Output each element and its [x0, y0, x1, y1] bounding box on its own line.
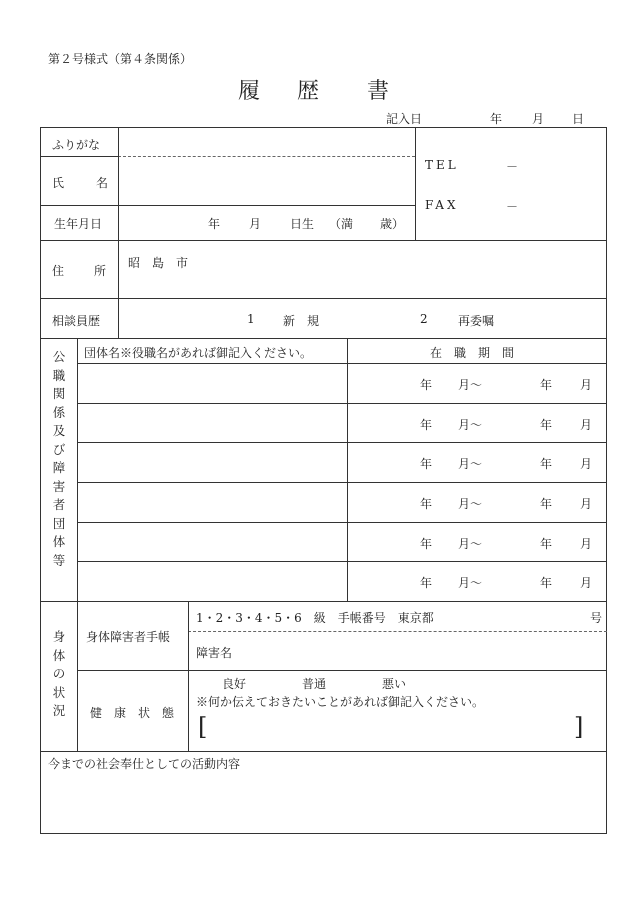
name-label-2: 名: [96, 176, 109, 190]
row6-from-year: 年: [420, 576, 433, 590]
row2-to-month: 月: [580, 418, 593, 432]
row6-to-year: 年: [540, 576, 553, 590]
row-divider: [77, 482, 607, 483]
counselor-option1-num[interactable]: 1: [247, 312, 255, 326]
name-field[interactable]: [118, 158, 414, 204]
furigana-divider: [118, 156, 415, 157]
row-divider: [40, 298, 607, 299]
col-divider: [77, 338, 78, 751]
tel-dash: －: [506, 160, 519, 174]
furigana-label: ふりがな: [52, 138, 101, 152]
row5-from-year: 年: [420, 537, 433, 551]
row-divider: [40, 240, 607, 241]
health-option-normal[interactable]: 普通: [302, 677, 327, 691]
row5-to-month: 月: [580, 537, 593, 551]
row1-from-year: 年: [420, 378, 433, 392]
bracket-close: ]: [574, 713, 584, 741]
health-option-good[interactable]: 良好: [222, 677, 247, 691]
row5-to-year: 年: [540, 537, 553, 551]
row3-from-year: 年: [420, 457, 433, 471]
address-label-1: 住: [52, 264, 65, 278]
row6-from-month: 月～: [458, 576, 483, 590]
col-divider: [347, 338, 348, 601]
table-border: [40, 127, 41, 834]
row3-from-month: 月～: [458, 457, 483, 471]
name-label-1: 氏: [52, 176, 65, 190]
row3-to-year: 年: [540, 457, 553, 471]
table-border: [40, 833, 607, 834]
dob-age-open: （満: [329, 217, 354, 231]
row-divider: [77, 363, 607, 364]
form-number: 第２号様式（第４条関係）: [48, 52, 193, 66]
row6-to-month: 月: [580, 576, 593, 590]
activities-field[interactable]: [41, 772, 606, 832]
row2-from-year: 年: [420, 418, 433, 432]
row-divider: [77, 522, 607, 523]
row-divider: [77, 442, 607, 443]
dob-age-close: 歳）: [380, 217, 405, 231]
health-note: ※何か伝えておきたいことがあれば御記入ください。: [196, 695, 485, 709]
disability-name-label: 障害名: [196, 646, 233, 660]
row-divider: [40, 601, 607, 602]
counselor-option2-num[interactable]: 2: [420, 312, 428, 326]
period-header: 在 職 期 間: [430, 346, 515, 360]
grade-line: 1・2・3・4・5・6 級 手帳番号 東京都: [196, 611, 434, 625]
entry-year-label: 年: [490, 112, 503, 126]
health-label: 健 康 状 態: [90, 706, 175, 720]
number-suffix: 号: [590, 611, 603, 625]
row4-to-month: 月: [580, 497, 593, 511]
address-label-2: 所: [94, 264, 107, 278]
entry-month-label: 月: [532, 112, 545, 126]
row1-to-year: 年: [540, 378, 553, 392]
row-divider: [77, 561, 607, 562]
title-char-2: 歴: [297, 79, 320, 104]
public-roles-side-label: 公職関係及び障害者団体等: [52, 349, 66, 568]
tel-label: TEL: [425, 158, 459, 172]
entry-day-label: 日: [572, 112, 585, 126]
org-header: 団体名※役職名があれば御記入ください。: [84, 346, 313, 360]
row5-from-month: 月～: [458, 537, 483, 551]
table-border: [40, 127, 607, 128]
address-field[interactable]: [118, 242, 606, 297]
row4-to-year: 年: [540, 497, 553, 511]
title-char-3: 書: [367, 79, 390, 104]
row1-from-month: 月～: [458, 378, 483, 392]
col-divider: [188, 601, 189, 751]
row-divider: [40, 156, 118, 157]
counselor-option1-text[interactable]: 新 規: [283, 314, 320, 328]
handbook-label: 身体障害者手帳: [86, 630, 171, 644]
row-divider: [40, 751, 607, 752]
title-char-1: 履: [238, 79, 261, 104]
row-divider: [40, 205, 415, 206]
table-border: [606, 127, 607, 834]
row4-from-year: 年: [420, 497, 433, 511]
activities-label: 今までの社会奉仕としての活動内容: [48, 757, 241, 771]
physical-side-label: 身体の状況: [52, 629, 66, 718]
health-option-bad[interactable]: 悪い: [382, 677, 407, 691]
address-value: 昭 島 市: [128, 256, 189, 270]
row4-from-month: 月～: [458, 497, 483, 511]
dob-day: 日生: [290, 217, 315, 231]
grade-divider: [188, 631, 607, 632]
row2-from-month: 月～: [458, 418, 483, 432]
counselor-option2-text[interactable]: 再委嘱: [458, 314, 495, 328]
col-divider: [415, 127, 416, 240]
counselor-label: 相談員歴: [52, 314, 101, 328]
row2-to-year: 年: [540, 418, 553, 432]
row3-to-month: 月: [580, 457, 593, 471]
bracket-open: [: [198, 713, 208, 741]
dob-year: 年: [208, 217, 221, 231]
fax-dash: －: [506, 200, 519, 214]
row-divider: [77, 403, 607, 404]
furigana-field[interactable]: [118, 131, 414, 155]
row-divider: [77, 670, 607, 671]
entry-date-label: 記入日: [386, 112, 423, 126]
fax-label: FAX: [425, 198, 459, 212]
dob-month: 月: [249, 217, 262, 231]
row-divider: [40, 338, 607, 339]
dob-label: 生年月日: [54, 217, 103, 231]
row1-to-month: 月: [580, 378, 593, 392]
